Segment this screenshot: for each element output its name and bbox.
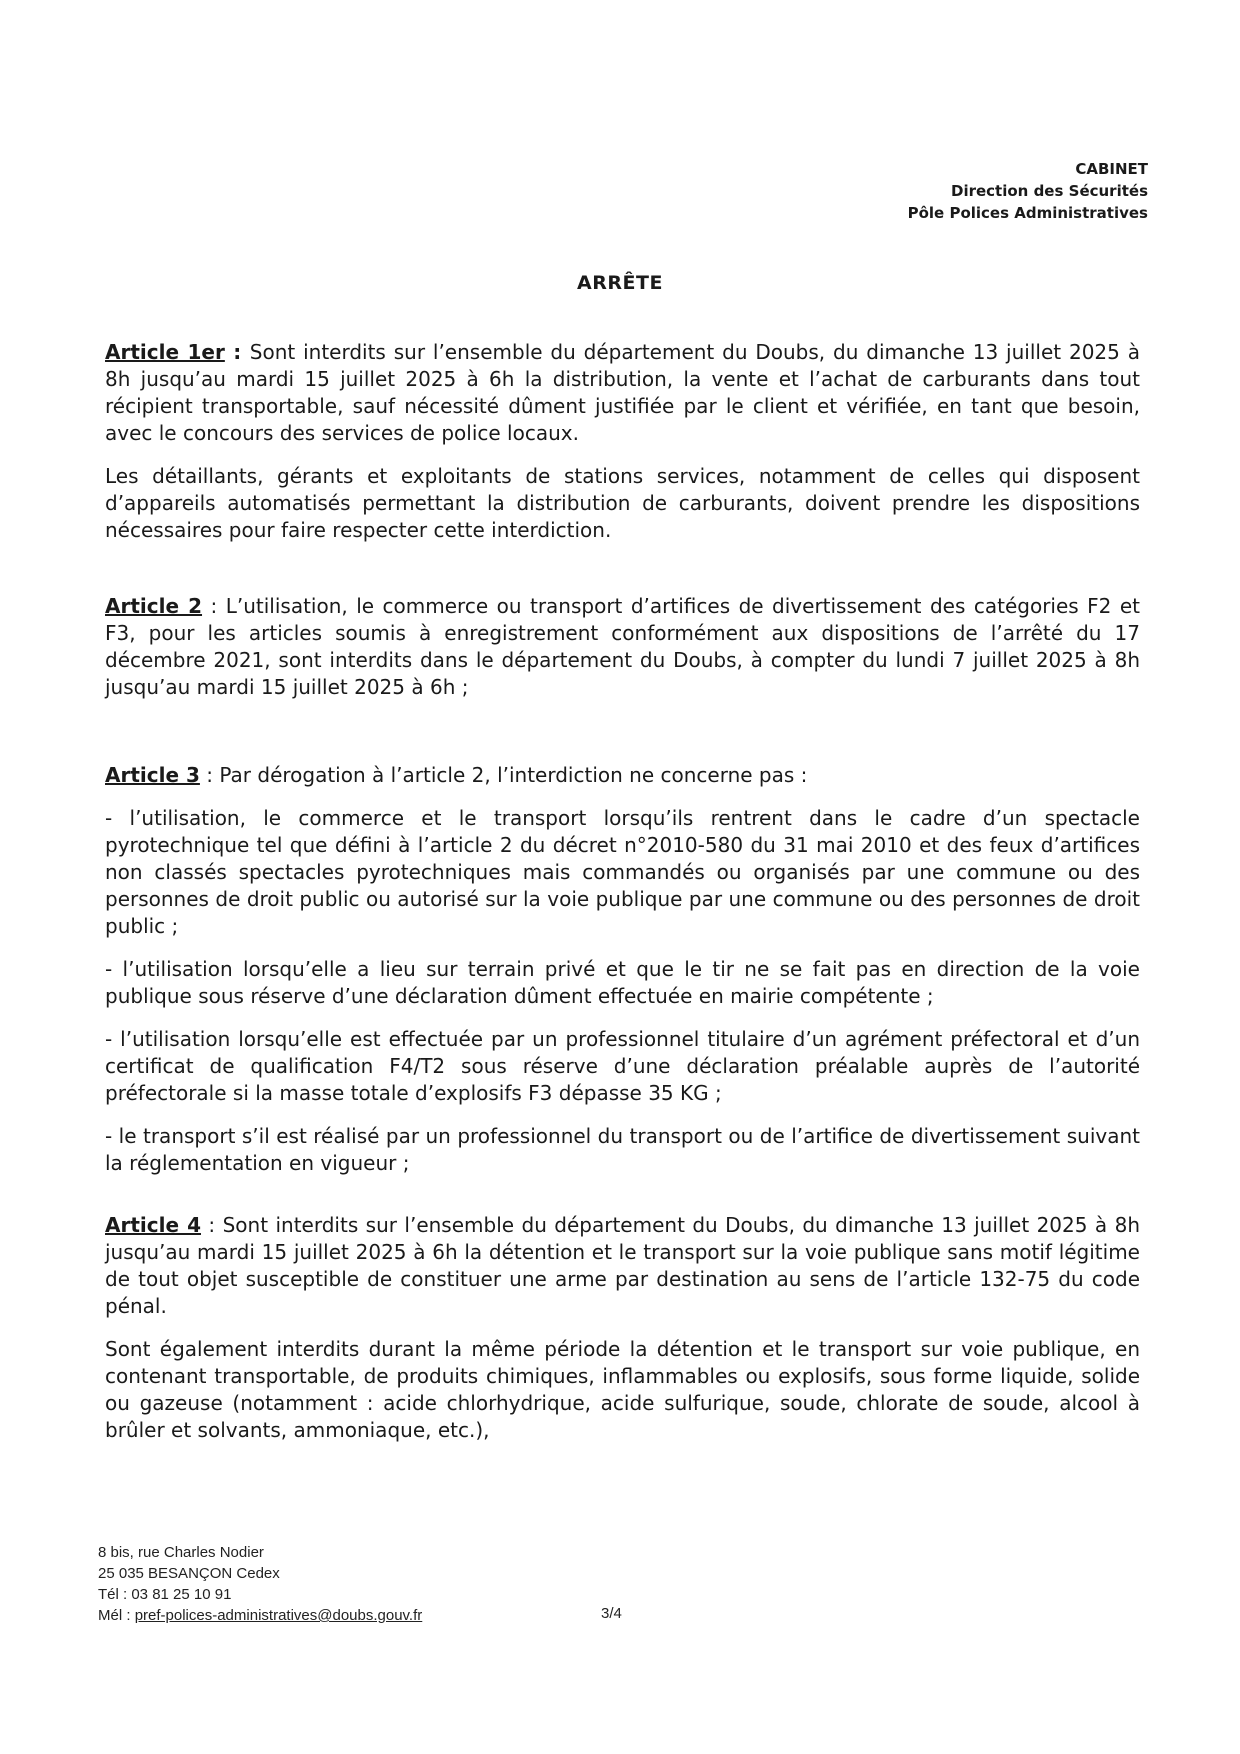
article-3 (105, 762, 1140, 1193)
footer-email-link[interactable]: pref-polices-administratives@doubs.gouv.fr (134, 1607, 423, 1624)
article-3-separator: : (199, 763, 220, 787)
article-2 (105, 593, 1140, 717)
article-4-text: Sont interdits sur l’ensemble du département du Doubs, du dimanche 13 juillet 2025 à 8h jusqu’au mardi 15 juillet 2025 à 6h la détention et le transport sur la voie publique sans motif légitime de tout objet susceptible de constituer une arme par destination au sens de l’article 132-75 du code pénal. (105, 1213, 1140, 1318)
department-header (908, 158, 1148, 224)
article-3-text: Par dérogation à l’article 2, l’interdiction ne concerne pas : (219, 763, 808, 787)
article-4-paragraph-2: Sont également interdits durant la même période la détention et le transport sur voie publique, en contenant transportable, de produits chimiques, inflammables ou explosifs, sous forme liquide, solide ou gazeuse (notamment : acide chlorhydrique, acide sulfurique, soude, chlorate de soude, alcool à brûler et solvants, ammoniaque, etc.), (105, 1337, 1140, 1442)
footer-email-line (98, 1605, 422, 1626)
article-1-label: Article 1er (105, 340, 225, 364)
article-4-paragraph-1 (105, 1212, 1140, 1320)
article-3-paragraph-1 (105, 762, 1140, 789)
footer-address-line-2: 25 035 BESANÇON Cedex (98, 1565, 280, 1582)
article-3-item-1: - l’utilisation, le commerce et le transport lorsqu’ils rentrent dans le cadre d’un spectacle pyrotechnique tel que défini à l’article 2 du décret n°2010-580 du 31 mai 2010 et des feux d’artifices non classés spectacles pyrotechniques mais commandés ou organisés par une commune ou des personnes de droit public ou autorisé sur la voie publique par une commune ou des personnes de droit public ; (105, 806, 1140, 938)
article-3-label: Article 3 (105, 763, 200, 787)
article-4-label: Article 4 (105, 1213, 201, 1237)
footer-address-line-1: 8 bis, rue Charles Nodier (98, 1544, 264, 1561)
article-2-separator: : (202, 594, 226, 618)
article-3-item-3: - l’utilisation lorsqu’elle est effectuée par un professionnel titulaire d’un agrément préfectoral et d’un certificat de qualification F4/T2 sous réserve d’une déclaration préalable auprès de l’autorité préfectorale si la masse totale d’explosifs F3 dépasse 35 KG ; (105, 1027, 1140, 1105)
footer-email-label: Mél : (98, 1607, 135, 1624)
header-pole: Pôle Polices Administratives (907, 204, 1148, 222)
article-3-item-4: - le transport s’il est réalisé par un professionnel du transport ou de l’artifice de divertissement suivant la réglementation en vigueur ; (105, 1124, 1140, 1175)
article-3-item-2: - l’utilisation lorsqu’elle a lieu sur terrain privé et que le tir ne se fait pas en direction de la voie publique sous réserve d’une déclaration dûment effectuée en mairie compétente ; (105, 957, 1140, 1008)
article-2-paragraph-1 (105, 593, 1140, 701)
header-direction: Direction des Sécurités (951, 182, 1148, 200)
article-1-paragraph-1 (105, 339, 1140, 447)
article-4 (105, 1212, 1140, 1460)
article-2-label: Article 2 (105, 594, 203, 618)
article-2-text: L’utilisation, le commerce ou transport d’artifices de divertissement des catégories F2 et F3, pour les articles soumis à enregistrement conformément aux dispositions de l’arrêté du 17 décembre 2021, sont interdits dans le département du Doubs, à compter du lundi 7 juillet 2025 à 8h jusqu’au mardi 15 juillet 2025 à 6h ; (105, 594, 1141, 699)
article-1-paragraph-2: Les détaillants, gérants et exploitants de stations services, notamment de celles qui disposent d’appareils automatisés permettant la distribution de carburants, doivent prendre les dispositions nécessaires pour faire respecter cette interdiction. (105, 464, 1140, 542)
article-4-separator: : (200, 1213, 223, 1237)
page-number: 3/4 (601, 1605, 622, 1622)
document-title: ARRÊTE (577, 272, 663, 294)
footer-phone: Tél : 03 81 25 10 91 (98, 1586, 232, 1603)
article-1-text: Sont interdits sur l’ensemble du département du Doubs, du dimanche 13 juillet 2025 à 8h jusqu’au mardi 15 juillet 2025 à 6h la distribution, la vente et l’achat de carburants dans tout récipient transportable, sauf nécessité dûment justifiée par le client et vérifiée, en tant que besoin, avec le concours des services de police locaux. (105, 340, 1140, 445)
footer-contact (98, 1542, 422, 1626)
article-1 (105, 339, 1140, 560)
article-1-separator: : (224, 340, 250, 364)
header-cabinet: CABINET (1075, 160, 1148, 178)
